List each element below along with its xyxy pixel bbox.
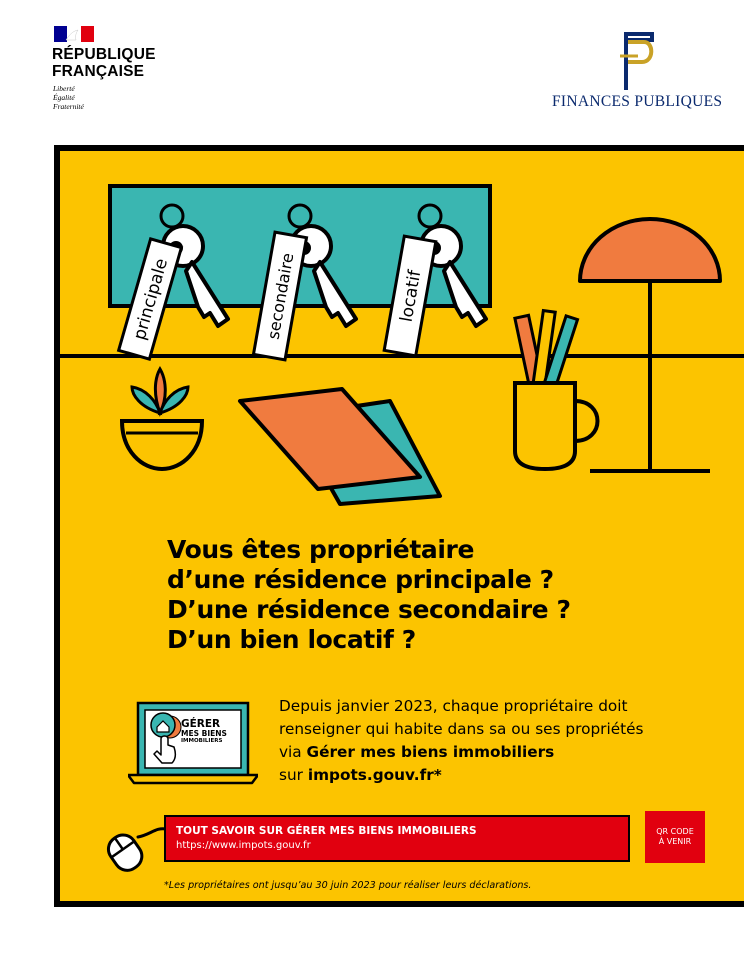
qr-line-1: QR CODE: [656, 827, 694, 836]
logo-line-1: GÉRER: [181, 718, 221, 730]
marianne-flag-icon: [54, 26, 94, 42]
tag-label-principale: principale: [129, 256, 173, 343]
laptop-icon: [128, 699, 258, 791]
republic-motto: [53, 84, 84, 111]
body-line-4: [279, 764, 643, 787]
desk-illustration: [60, 151, 744, 511]
body-line-2: renseigner qui habite dans sa ou ses propriétés: [279, 720, 644, 738]
pen-cup-icon: [515, 311, 598, 469]
body-line-3: [279, 741, 643, 764]
motto-fraternite: Fraternité: [53, 102, 84, 111]
headline: [167, 535, 571, 655]
body-line-1: Depuis janvier 2023, chaque propriétaire doit: [279, 697, 628, 715]
footnote: *Les propriétaires ont jusqu’au 30 juin 2023 pour réaliser leurs déclarations.: [164, 880, 532, 891]
poster-frame: [54, 145, 744, 907]
gerer-mes-biens-logo: [181, 719, 227, 745]
republique-francaise-name: [52, 46, 156, 80]
republic-line-2: FRANÇAISE: [52, 63, 145, 80]
motto-liberte: Liberté: [53, 84, 75, 93]
motto-egalite: Égalité: [53, 93, 75, 102]
documents-icon: [240, 389, 440, 504]
headline-line-2: d’une résidence principale ?: [167, 565, 554, 594]
qr-line-2: À VENIR: [658, 837, 692, 846]
headline-line-3: D’une résidence secondaire ?: [167, 595, 571, 624]
body-line-4-prefix: sur: [279, 766, 308, 784]
tag-label-secondaire: secondaire: [263, 251, 298, 341]
impots-site-text: impots.gouv.fr*: [307, 766, 442, 784]
poster: [60, 151, 744, 901]
body-line-3-prefix: via: [279, 743, 307, 761]
info-banner[interactable]: [164, 815, 630, 862]
body-text: [279, 695, 643, 787]
finances-publiques-name: FINANCES PUBLIQUES: [552, 93, 723, 110]
republic-line-1: RÉPUBLIQUE: [52, 46, 156, 63]
banner-title: TOUT SAVOIR SUR GÉRER MES BIENS IMMOBILIERS: [176, 825, 477, 837]
headline-line-1: Vous êtes propriétaire: [167, 535, 475, 564]
gerer-mes-biens-text: Gérer mes biens immobiliers: [306, 743, 555, 761]
finances-publiques-logo-icon: [612, 30, 656, 92]
mouse-icon: [100, 815, 170, 873]
lamp-icon: [580, 219, 720, 471]
qr-code-placeholder: [645, 811, 705, 863]
logo-line-3: IMMOBILIERS: [181, 738, 223, 744]
tag-label-locatif: locatif: [396, 268, 426, 324]
logo-line-2: MES BIENS: [181, 729, 227, 738]
banner-url[interactable]: https://www.impots.gouv.fr: [176, 840, 311, 851]
plant-icon: [122, 369, 202, 469]
headline-line-4: D’un bien locatif ?: [167, 625, 416, 654]
